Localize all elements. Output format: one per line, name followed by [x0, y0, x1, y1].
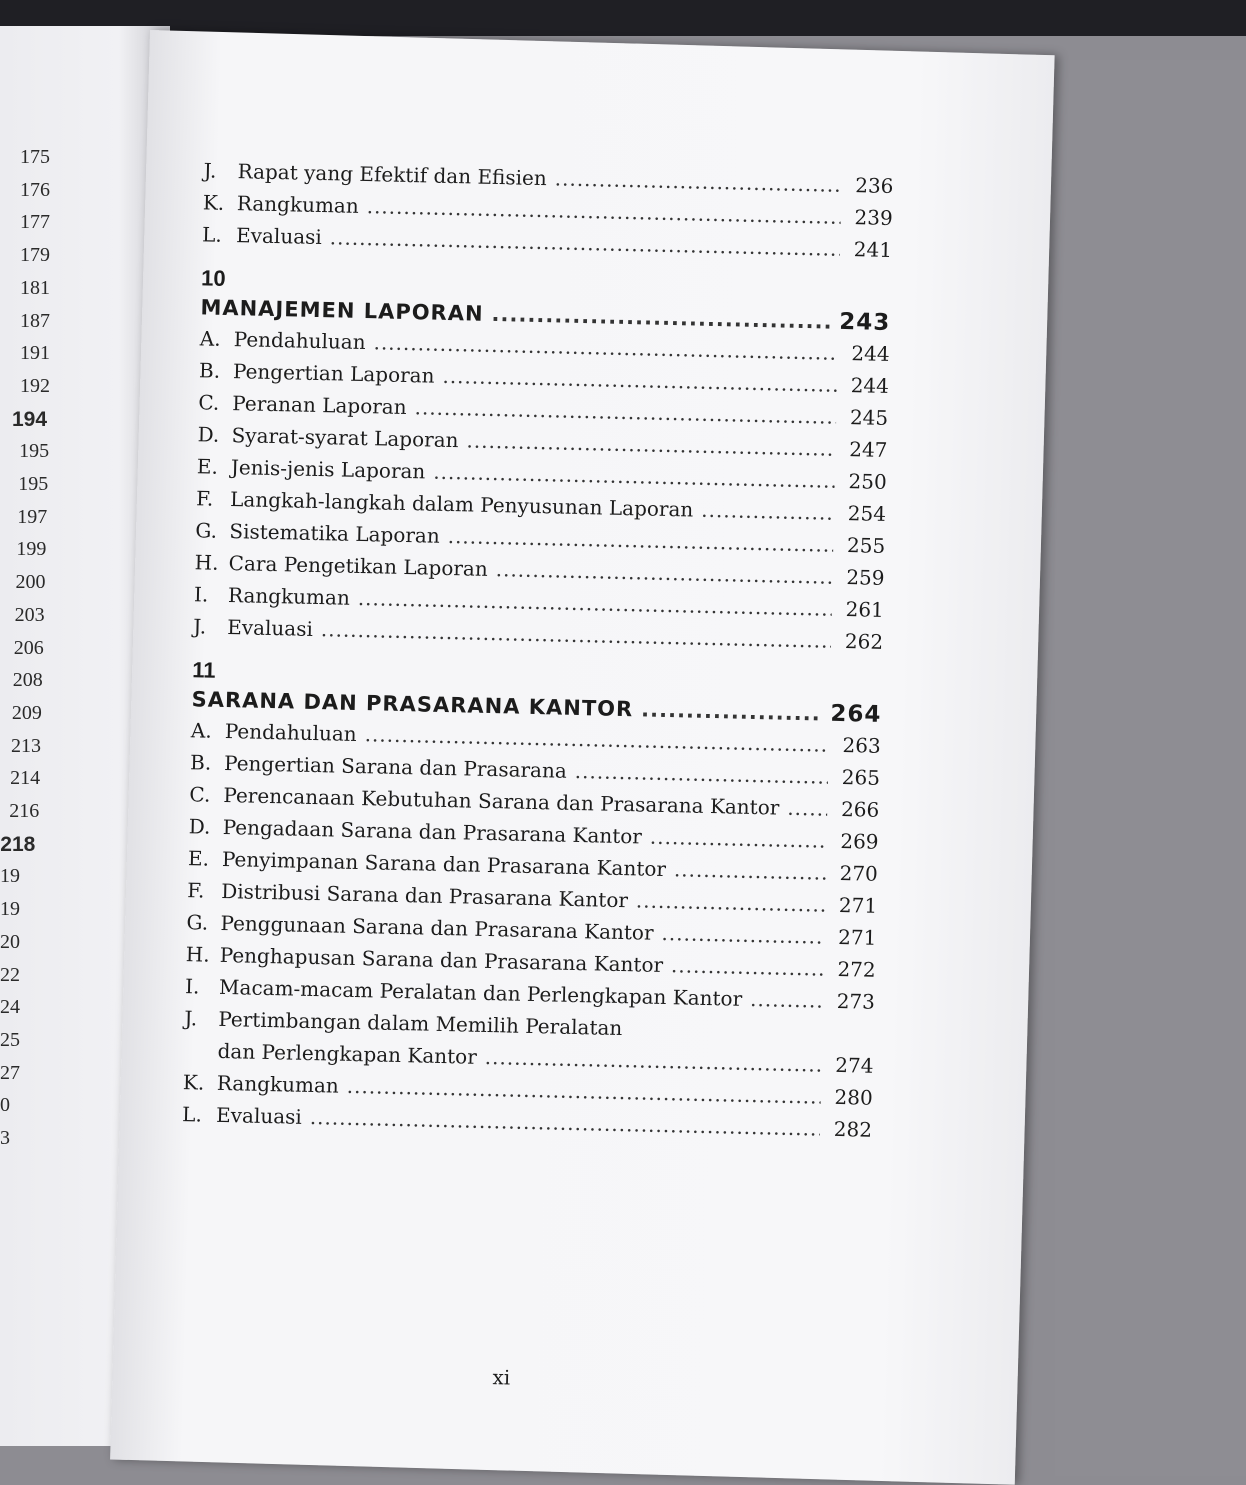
- entry-letter: G.: [186, 910, 209, 935]
- entry-page-number: 244: [851, 341, 890, 366]
- left-page-number: 197: [17, 505, 48, 528]
- entry-page-number: 280: [834, 1084, 874, 1110]
- entry-title: Jenis-jenis Laporan: [230, 455, 426, 484]
- entry-letter: J.: [192, 614, 207, 639]
- table-of-contents: [182, 158, 894, 1149]
- left-page-number: 27: [0, 1061, 20, 1084]
- chapter-title: MANAJEMEN LAPORAN: [200, 295, 484, 326]
- left-page-number: 191: [20, 342, 50, 365]
- entry-page-number: 244: [850, 373, 890, 398]
- left-page-number: 218: [0, 832, 36, 856]
- leader-dots: [674, 857, 826, 884]
- left-page-number: 181: [20, 276, 50, 299]
- entry-letter: I.: [184, 974, 200, 999]
- left-page-number: 213: [11, 734, 41, 757]
- entry-letter: K.: [202, 190, 225, 215]
- entry-title: Penggunaan Sarana dan Prasarana Kantor: [220, 910, 654, 945]
- left-page-number: 195: [18, 473, 49, 495]
- page-footer-number: xi: [492, 1365, 511, 1390]
- entry-page-number: 261: [845, 597, 885, 622]
- left-page-number: 3: [0, 1127, 10, 1149]
- left-page-number: 208: [12, 669, 43, 692]
- entry-page-number: 282: [833, 1116, 873, 1142]
- entry-title: Rangkuman: [216, 1070, 340, 1098]
- toc-section-continued: [202, 158, 894, 270]
- left-page-number: 209: [11, 701, 42, 724]
- left-page-number: 203: [14, 603, 45, 626]
- entry-page-number: 247: [848, 437, 888, 462]
- leader-dots: [636, 888, 826, 916]
- entry-page-number: 239: [854, 205, 893, 231]
- entry-page-number: 274: [835, 1052, 874, 1078]
- entry-letter: I.: [193, 582, 209, 607]
- left-page-number: 216: [9, 800, 40, 822]
- entry-page-number: 259: [846, 565, 885, 590]
- entry-letter: L.: [201, 222, 223, 247]
- entry-page-number: 269: [840, 828, 879, 854]
- chapter-page-number: 243: [839, 308, 891, 336]
- entry-letter: G.: [195, 518, 218, 543]
- left-page-number: 179: [20, 244, 50, 267]
- entry-title: Evaluasi: [226, 615, 314, 641]
- leader-dots: [491, 302, 830, 334]
- entry-letter: E.: [187, 846, 210, 871]
- leader-dots: [750, 987, 823, 1013]
- entry-title: Pendahuluan: [224, 718, 357, 746]
- entry-letter: F.: [187, 878, 205, 903]
- entry-page-number: 263: [842, 733, 882, 758]
- left-page-number: 199: [16, 538, 47, 561]
- left-page-number: 19: [0, 865, 20, 888]
- entry-letter: A.: [199, 326, 221, 351]
- entry-title: Pendahuluan: [233, 327, 366, 355]
- entry-page-number: 273: [836, 988, 876, 1014]
- entry-title: Pengertian Laporan: [232, 359, 435, 388]
- left-page-number: 214: [10, 767, 41, 790]
- entry-page-number: 266: [840, 796, 880, 822]
- chapter-page-number: 264: [830, 700, 882, 728]
- left-page-number: 200: [15, 571, 46, 594]
- entry-page-number: 265: [841, 765, 881, 790]
- leader-dots: [575, 759, 829, 789]
- entry-letter: K.: [182, 1070, 205, 1095]
- book-page: [110, 30, 1055, 1485]
- entry-title: Peranan Laporan: [232, 391, 407, 420]
- entry-page-number: 270: [839, 860, 879, 886]
- entry-letter: H.: [194, 550, 219, 575]
- entry-title: dan Perlengkapan Kantor: [217, 1038, 478, 1069]
- entry-title: Rangkuman: [227, 583, 351, 610]
- chapter-entries: [193, 326, 890, 662]
- entry-title: Evaluasi: [215, 1102, 303, 1129]
- left-page-number: 195: [19, 440, 50, 463]
- left-page-number: 25: [0, 1028, 20, 1051]
- leader-dots: [701, 498, 834, 525]
- entry-letter: [183, 1057, 217, 1058]
- entry-title: Pertimbangan dalam Memilih Peralatan: [218, 1006, 623, 1041]
- entry-page-number: 236: [854, 173, 894, 199]
- entry-title: Rapat yang Efektif dan Efisien: [237, 159, 548, 191]
- entry-letter: B.: [198, 358, 221, 383]
- right-background: [1055, 60, 1246, 1476]
- entry-title: Pengertian Sarana dan Prasarana: [223, 750, 568, 783]
- left-page-number: 176: [20, 178, 50, 201]
- leader-dots: [671, 953, 824, 980]
- entry-letter: L.: [181, 1102, 203, 1127]
- left-page-number: 192: [20, 374, 50, 397]
- chapter-number: 10: [200, 265, 226, 291]
- entry-letter: A.: [190, 718, 212, 743]
- left-page-number: 19: [0, 898, 20, 921]
- entry-letter: B.: [189, 750, 212, 775]
- left-page-number: 24: [0, 996, 20, 1019]
- left-page-number: 0: [0, 1094, 10, 1117]
- entry-page-number: 262: [844, 629, 884, 654]
- left-page-number: 187: [20, 309, 50, 332]
- entry-page-number: 250: [848, 469, 887, 494]
- entry-title: Evaluasi: [235, 223, 323, 250]
- left-page-number: 206: [13, 636, 44, 659]
- left-page-number: 22: [0, 963, 20, 986]
- entry-title: Cara Pengetikan Laporan: [228, 551, 489, 581]
- entry-letter: C.: [189, 782, 211, 807]
- entry-title: Distribusi Sarana dan Prasarana Kantor: [220, 878, 629, 913]
- leader-dots: [555, 166, 842, 196]
- entry-page-number: 272: [837, 956, 876, 982]
- entry-title: Perencanaan Kebutuhan Sarana dan Prasarana Kantor: [223, 782, 780, 820]
- leader-dots: [650, 825, 827, 853]
- entry-page-number: 271: [837, 924, 877, 950]
- left-page-number: 175: [20, 146, 50, 168]
- left-page-number: 20: [0, 930, 20, 953]
- leader-dots: [787, 796, 827, 821]
- chapter-title: SARANA DAN PRASARANA KANTOR: [191, 687, 634, 722]
- leader-dots: [641, 697, 822, 725]
- entry-letter: J.: [184, 1006, 198, 1031]
- entry-title: Syarat-syarat Laporan: [231, 423, 459, 453]
- entry-page-number: 254: [847, 501, 887, 526]
- entry-title: Langkah-langkah dalam Penyusunan Laporan: [229, 487, 694, 522]
- entry-page-number: [830, 1040, 874, 1041]
- entry-letter: D.: [197, 422, 220, 447]
- chapter-number: 11: [191, 657, 216, 683]
- entry-letter: F.: [195, 486, 214, 511]
- entry-letter: H.: [185, 942, 210, 967]
- entry-letter: D.: [188, 814, 211, 839]
- entry-title: Sistematika Laporan: [229, 519, 441, 548]
- entry-letter: J.: [203, 158, 217, 183]
- leader-dots: [661, 921, 824, 949]
- entry-title: Penyimpanan Sarana dan Prasarana Kantor: [221, 846, 667, 882]
- entry-title: Macam-macam Peralatan dan Perlengkapan Kantor: [218, 974, 743, 1011]
- entry-title: Rangkuman: [236, 191, 360, 218]
- entry-page-number: 255: [846, 533, 886, 558]
- entry-page-number: 241: [853, 237, 893, 262]
- entry-title: Pengadaan Sarana dan Prasarana Kantor: [222, 814, 643, 849]
- entry-page-number: 271: [838, 892, 878, 918]
- left-page-number: 177: [20, 211, 50, 234]
- entry-title: Penghapusan Sarana dan Prasarana Kantor: [219, 942, 664, 977]
- entry-letter: E.: [196, 454, 219, 479]
- chapter-entries: [182, 718, 881, 1150]
- entry-letter: C.: [198, 390, 220, 415]
- left-page-number: 194: [12, 407, 48, 431]
- entry-page-number: 245: [849, 405, 889, 430]
